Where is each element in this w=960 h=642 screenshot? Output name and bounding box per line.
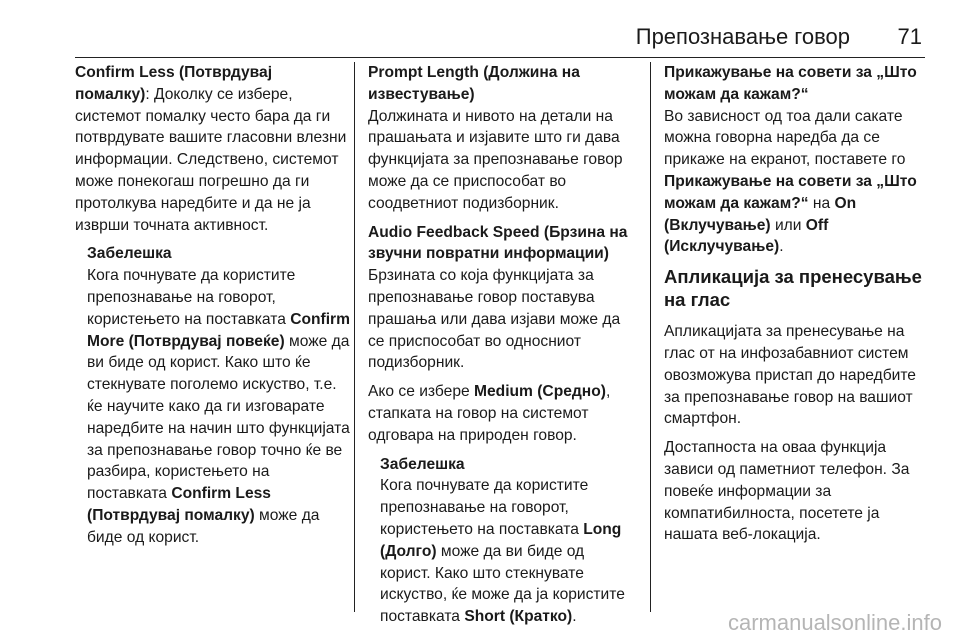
note-block-1: [75, 243, 350, 548]
note-text-part: .: [572, 608, 577, 626]
note-title: Забелешка: [380, 455, 465, 473]
audio-feedback-paragraph: [368, 222, 633, 375]
section-title: Препознавање говор: [635, 24, 850, 49]
note-text: [87, 265, 350, 548]
watermark: carmanualsonline.info: [727, 610, 942, 635]
what-can-i-say-term-2: Прикажување на совети за „Што можам да кажам?“: [664, 172, 917, 212]
note-text-part: Кога почнувате да користите препознавање на говорот, користењето на поставката: [87, 267, 296, 328]
what-can-i-say-paragraph: [664, 62, 929, 258]
column-1: [75, 62, 350, 556]
on-term: On (Вклучување): [664, 194, 857, 234]
note-text: [380, 475, 633, 628]
medium-paragraph: [368, 381, 633, 446]
confirm-less-text: : Доколку се избере, системот помалку често бара да ги потврдувате вашите гласовни влезни информации. Следствено, системот може понекогаш погрешно да ги протолкува наредбите и да не ја изврши точната активност.: [75, 85, 347, 234]
note-text-part: може да ви биде од корист. Како што стекнувате искуство, ќе може да ја користите поставката: [380, 542, 625, 626]
what-can-i-say-text: на: [808, 194, 835, 212]
what-can-i-say-text: или: [770, 216, 806, 234]
note-text-part: може да биде од корист.: [87, 506, 320, 546]
confirm-less-term-2: Confirm Less (Потврдувај помалку): [87, 485, 271, 524]
confirm-more-term: Confirm More (Потврдувај повеќе): [87, 310, 350, 350]
audio-feedback-term: Audio Feedback Speed (Брзина на звучни повратни информации): [368, 223, 628, 263]
what-can-i-say-term: Прикажување на совети за „Што можам да кажам?“: [664, 64, 917, 103]
prompt-length-term: Prompt Length (Должина на известување): [368, 64, 580, 103]
medium-text-part: Ако се избере: [368, 383, 474, 401]
prompt-length-paragraph: [368, 62, 633, 215]
short-term: Short (Кратко): [464, 608, 573, 626]
note-text-part: Кога почнувате да користите препознавање на говорот, користењето на поставката: [380, 477, 589, 538]
medium-text-part: , стапката на говор на системот одговара на природен говор.: [368, 383, 611, 444]
note-title: Забелешка: [87, 245, 172, 263]
voice-passthrough-paragraph: Апликацијата за пренесување на глас от на инфозабавниот систем овозможува пристап до наредбите за препознавање говор на вашиот смартфон.: [664, 323, 916, 428]
availability-paragraph: Достапноста на оваа функција зависи од паметниот телефон. За повеќе информации за компатибилноста, посетете ја нашата веб-локација.: [664, 439, 910, 544]
column-3: [664, 62, 929, 553]
note-text-part: може да ви биде од корист. Како што ќе стекнувате поголемо искуство, т.е. ќе научите како да ги изговарате наредбите на начин што функцијата за препознавање говор точно ќе ве разбира, користењето на поставката: [87, 332, 350, 503]
off-term: Off (Исклучување): [664, 216, 829, 256]
long-term: Long (Долго): [380, 520, 622, 560]
column-2: [368, 62, 633, 635]
confirm-less-term: Confirm Less (Потврдувај помалку): [75, 64, 273, 103]
page-number: 71: [897, 24, 922, 49]
column-divider-1: [354, 62, 355, 612]
prompt-length-text: Должината и нивото на детали на прашањата и изјавите што ги дава функцијата за препознавање говор може да се приспособат во соодветниот подизборник.: [368, 107, 623, 212]
voice-passthrough-heading: Апликација за пренесување на глас: [664, 266, 922, 311]
page-header: [0, 0, 960, 60]
confirm-less-paragraph: [75, 62, 350, 236]
column-divider-2: [650, 62, 651, 612]
audio-feedback-text: Брзината со која функцијата за препознавање говор поставува прашања или дава изјави може да се приспособат во односниот подизборник.: [368, 267, 621, 372]
note-block-2: [368, 454, 633, 628]
what-can-i-say-text: .: [779, 238, 784, 256]
medium-term: Medium (Средно): [474, 383, 606, 401]
header-rule: [75, 57, 925, 58]
what-can-i-say-text: Во зависност од тоа дали сакате можна говорна наредба да се прикаже на екранот, поставете го: [664, 107, 906, 169]
